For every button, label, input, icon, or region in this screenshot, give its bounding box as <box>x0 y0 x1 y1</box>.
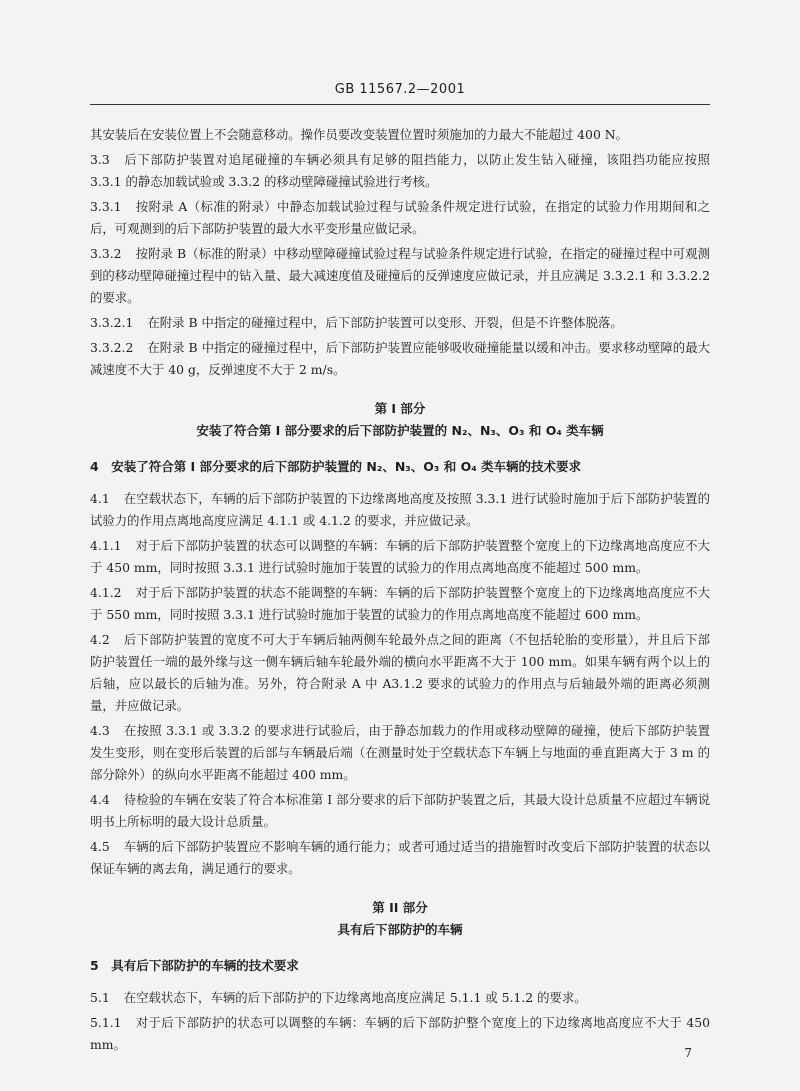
paragraphs-section4 <box>90 488 710 880</box>
clause-text: 其安装后在安装位置上不会随意移动。操作员要改变装置位置时须施加的力最大不能超过 400 N。 <box>90 127 628 142</box>
paragraph <box>90 337 710 381</box>
clause-text: 车辆的后下部防护装置应不影响车辆的通行能力；或者可通过适当的措施暂时改变后下部防护装置的状态以保证车辆的离去角，满足通行的要求。 <box>90 839 710 876</box>
clause-text: 在按照 3.3.1 或 3.3.2 的要求进行试验后，由于静态加载力的作用或移动壁障的碰撞，使后下部防护装置发生变形，则在变形后装置的后部与车辆最后端（在测量时处于空载状态下车辆上与地面的垂直距离大于 3 m 的部分除外）的纵向水平距离不能超过 400 mm。 <box>90 723 710 782</box>
section4-heading: 4 安装了符合第 I 部分要求的后下部防护装置的 N₂、N₃、O₃ 和 O₄ 类车辆的技术要求 <box>90 459 582 474</box>
section5-heading: 5 具有后下部防护的车辆的技术要求 <box>90 958 299 973</box>
clause-number: 3.3.2.2 <box>90 340 134 355</box>
paragraph <box>90 196 710 240</box>
paragraph <box>90 312 710 334</box>
clause-text: 对于后下部防护装置的状态不能调整的车辆：车辆的后下部防护装置整个宽度上的下边缘离地高度应不大于 550 mm，同时按照 3.3.1 进行试验时施加于装置的试验力的作用点离地高度不能超过 600 mm。 <box>90 585 710 622</box>
clause-number: 5.1 <box>90 990 110 1005</box>
clause-text: 在附录 B 中指定的碰撞过程中，后下部防护装置应能够吸收碰撞能量以缓和冲击。要求移动壁障的最大减速度不大于 40 g，反弹速度不大于 2 m/s。 <box>90 340 710 377</box>
page-number: 7 <box>684 1046 692 1060</box>
clause-number: 4.1.1 <box>90 538 122 553</box>
paragraph <box>90 720 710 786</box>
paragraph <box>90 124 710 146</box>
part2-title: 第 II 部分 <box>372 900 428 915</box>
clause-number: 3.3.2 <box>90 246 122 261</box>
clause-text: 后下部防护装置对追尾碰撞的车辆必须具有足够的阻挡能力，以防止发生钻入碰撞，该阻挡功能应按照 3.3.1 的静态加载试验或 3.3.2 的移动壁障碰撞试验进行考核。 <box>90 152 710 189</box>
part1-subtitle: 安装了符合第 I 部分要求的后下部防护装置的 N₂、N₃、O₃ 和 O₄ 类车辆 <box>196 423 604 438</box>
clause-number: 3.3 <box>90 152 110 167</box>
clause-number: 3.3.1 <box>90 199 122 214</box>
clause-number: 4.1 <box>90 491 110 506</box>
document-body <box>90 124 710 1059</box>
paragraph <box>90 789 710 833</box>
header-rule <box>90 104 710 105</box>
clause-number: 4.1.2 <box>90 585 122 600</box>
paragraphs-section5 <box>90 987 710 1056</box>
clause-number: 5.1.1 <box>90 1015 122 1030</box>
part2-subtitle: 具有后下部防护的车辆 <box>337 922 463 937</box>
paragraphs-top <box>90 124 710 381</box>
clause-text: 按附录 B（标准的附录）中移动壁障碰撞试验过程与试验条件规定进行试验，在指定的碰撞过程中可观测到的移动壁障碰撞过程中的钻入量、最大减速度值及碰撞后的反弹速度应做记录，并且应满足 3.3.2.1 和 3.3.2.2 的要求。 <box>90 246 710 305</box>
clause-text: 对于后下部防护的状态可以调整的车辆：车辆的后下部防护整个宽度上的下边缘离地高度应不大于 450 mm。 <box>90 1015 710 1052</box>
paragraph <box>90 488 710 532</box>
clause-number: 4.4 <box>90 792 110 807</box>
paragraph <box>90 629 710 717</box>
paragraph <box>90 535 710 579</box>
clause-text: 在空载状态下，车辆的后下部防护装置的下边缘离地高度及按照 3.3.1 进行试验时施加于后下部防护装置的试验力的作用点离地高度应满足 4.1.1 或 4.1.2 的要求，并应做记录。 <box>90 491 710 528</box>
clause-text: 对于后下部防护装置的状态可以调整的车辆：车辆的后下部防护装置整个宽度上的下边缘离地高度应不大于 450 mm，同时按照 3.3.1 进行试验时施加于装置的试验力的作用点离地高度不能超过 500 mm。 <box>90 538 710 575</box>
paragraph <box>90 987 710 1009</box>
clause-number: 4.2 <box>90 632 110 647</box>
standard-header: GB 11567.2—2001 <box>334 82 466 97</box>
clause-number: 4.5 <box>90 839 110 854</box>
paragraph <box>90 836 710 880</box>
paragraph <box>90 149 710 193</box>
clause-text: 在附录 B 中指定的碰撞过程中，后下部防护装置可以变形、开裂，但是不许整体脱落。 <box>147 315 623 330</box>
clause-text: 后下部防护装置的宽度不可大于车辆后轴两侧车轮最外点之间的距离（不包括轮胎的变形量），并且后下部防护装置任一端的最外缘与这一侧车辆后轴车轮最外端的横向水平距离不大于 100 mm。如果车辆有两个以上的后轴，应以最长的后轴为准。另外，符合附录 A 中 A3.1.2 要求的试验力的作用点与后轴最外端的距离必须测量，并应做记录。 <box>90 632 710 713</box>
clause-text: 按附录 A（标准的附录）中静态加载试验过程与试验条件规定进行试验，在指定的试验力作用期间和之后，可观测到的后下部防护装置的最大水平变形量应做记录。 <box>90 199 710 236</box>
part1-title: 第 I 部分 <box>374 401 426 416</box>
paragraph <box>90 1012 710 1056</box>
clause-number: 3.3.2.1 <box>90 315 134 330</box>
paragraph <box>90 582 710 626</box>
clause-text: 在空载状态下，车辆的后下部防护的下边缘离地高度应满足 5.1.1 或 5.1.2 的要求。 <box>123 990 587 1005</box>
paragraph <box>90 243 710 309</box>
clause-number: 4.3 <box>90 723 110 738</box>
clause-text: 待检验的车辆在安装了符合本标准第 I 部分要求的后下部防护装置之后，其最大设计总质量不应超过车辆说明书上所标明的最大设计总质量。 <box>90 792 710 829</box>
